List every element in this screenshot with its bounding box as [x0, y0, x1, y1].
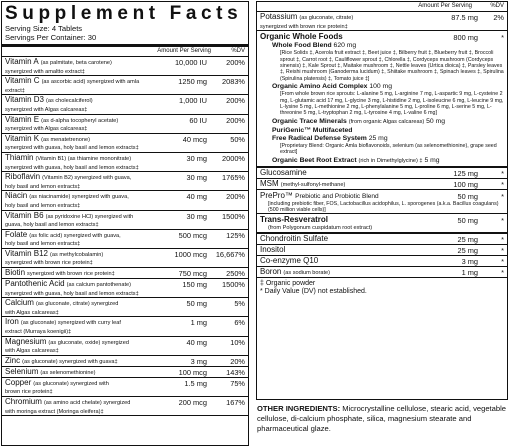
- nutrient-name: Potassium: [260, 12, 298, 21]
- nutrient-dv: 250%: [226, 269, 245, 279]
- nutrient-name: Vitamin C: [5, 76, 40, 86]
- nutrient-dv: 125%: [226, 230, 245, 240]
- beet-root-amount: 5 mg: [424, 156, 440, 164]
- nutrient-dv: *: [501, 235, 504, 245]
- nutrient-sub: synergized with guava, holy basil and lemon extracts‡: [5, 290, 139, 297]
- nutrient-name: Chondroitin Sulfate: [260, 234, 329, 244]
- nutrient-amount: 40 mg: [186, 192, 207, 202]
- beet-root-detail: (rich in Dimethylglycine) ‡: [358, 157, 423, 164]
- prepro-amount: 50 mg: [457, 191, 478, 201]
- other-ingredients: [257, 404, 507, 434]
- nutrient-detail: (as calcium pantothenate): [66, 282, 132, 289]
- nutrient-dv: 1500%: [221, 280, 245, 290]
- trans-resveratrol-amount: 50 mg: [457, 216, 478, 226]
- purgenic-text: [Proprietary Blend: Organic Amla bioflavonoids, selenium (as selenomethionine), grape seed extract]: [280, 142, 497, 156]
- nutrient-sub: with Algas calcareas‡: [5, 309, 59, 316]
- nutrient-detail: (as gluconate) synergized with curry leaf: [20, 320, 121, 327]
- trans-resveratrol-sub: (from Polygonum cuspidatum root extract): [268, 225, 373, 232]
- whole-food-blend-text: [Rice Solids ‡, Acerola fruit extract ‡, Beet juice ‡, Bilberry fruit ‡, Blueberry fruit ‡, Broccoli sprout ‡, Carrot root ‡, Cauliflower sprout ‡, Chlorella ‡, Cordyceps mushroom (Cordyceps sinensis) ‡, Kale Sprout ‡, Maitake mushroom ‡, Nettle leaves (Urtica dioica) ‡, Parsley leaves ‡, Reishi mushroom (Ganoderma lucidum) ‡, Shiitake mushroom ‡, Spinach leaves ‡, Spirulina (Spirulina platensis) ‡, Tomato juice ‡]: [280, 50, 504, 82]
- nutrient-detail: (as palmitate, beta carotene): [40, 60, 112, 66]
- nutrient-amount: 30 mg: [186, 153, 207, 163]
- nutrient-name: Pantothenic Acid: [5, 279, 65, 289]
- nutrient-name: Thiamin: [5, 152, 34, 162]
- prepro-dv: *: [501, 191, 504, 201]
- purgenic-name: PuriGenic™ Multifaceted: [272, 126, 353, 134]
- nutrient-detail: (as niacinamide) synergized with guava,: [29, 194, 129, 201]
- trace-minerals-detail: (from organic Algas calcareas): [348, 118, 425, 125]
- nutrient-sub: holy basil and lemon extracts‡: [5, 241, 81, 248]
- nutrient-row: [2, 134, 248, 153]
- nutrient-dv: 2083%: [221, 77, 245, 87]
- nutrient-row: [2, 317, 248, 336]
- nutrient-dv: 75%: [230, 378, 245, 388]
- nutrient-row: [2, 172, 248, 191]
- nutrient-sub: synergized with amaltto extract‡: [5, 68, 85, 75]
- nutrient-name: Selenium: [5, 366, 39, 376]
- nutrient-detail: (as methylcobalamin): [50, 251, 104, 258]
- nutrient-detail: (as gluconate, citrate) synergized: [35, 301, 119, 308]
- nutrient-name: Vitamin K: [5, 133, 40, 143]
- nutrient-dv: 143%: [226, 367, 245, 377]
- nutrient-amount: 1000 mcg: [174, 249, 207, 259]
- nutrient-dv: 1765%: [221, 173, 245, 183]
- nutrient-sub: synergized with guava, holy basil and lemon extracts‡: [5, 145, 139, 152]
- nutrient-name: Biotin: [5, 268, 26, 278]
- nutrient-amount: 30 mg: [186, 211, 207, 221]
- nutrient-dv: *: [501, 257, 504, 267]
- nutrient-row: [2, 191, 248, 210]
- trans-resveratrol-dv: *: [501, 216, 504, 226]
- nutrient-detail: (Vitamin B1) (as thiamine mononitrate): [35, 155, 132, 162]
- nutrient-row: [257, 179, 507, 190]
- nutrient-row: [257, 256, 507, 267]
- trace-minerals-amount: 50 mg: [426, 117, 446, 125]
- nutrient-amount: 25 mg: [457, 235, 478, 245]
- trans-resveratrol-name: Trans-Resveratrol: [260, 215, 329, 225]
- nutrient-row: [2, 298, 248, 317]
- nutrient-detail: (as gluconate, citrate): [299, 15, 354, 21]
- nutrient-amount: 30 mg: [186, 173, 207, 183]
- nutrient-row: [2, 57, 248, 76]
- nutrient-row: [257, 168, 507, 179]
- nutrient-dv: *: [501, 246, 504, 256]
- facts-title: Supplement Facts: [5, 3, 243, 24]
- amino-acid-complex-text: [From whole brown rice sprouts: L-alanine 5 mg, L-arginine 7 mg, L-aspartic 9 mg, L-cysteine 2 mg, L-glutamic acid 17 mg, L-glycine 3 mg, L-histidine 2 mg, L-isoleucine 6 mg, L-leucine 9 mg, L-lysine 5 mg, L-methionine 2 mg, L-phenylalanine 5 mg, L-proline 6 mg, L-serine 5 mg, L-threonine 5 mg, L-tryptophan 2 mg, L-tyrosine 4 mg, L-valine 6 mg]: [280, 91, 504, 117]
- nutrient-sub: guava, holy basil and lemon extracts‡: [5, 222, 99, 229]
- nutrient-detail: (as menatetrenone): [41, 136, 90, 143]
- nutrient-row: [2, 268, 248, 279]
- nutrient-row: [2, 249, 248, 268]
- nutrient-row: [2, 211, 248, 230]
- header-dv: %DV: [231, 48, 245, 54]
- nutrient-name: Vitamin D3: [5, 95, 44, 105]
- nutrient-detail: (Vitamin B2) synergized with guava,: [42, 175, 132, 182]
- nutrient-sub: synergized with brown rice protein‡: [5, 260, 93, 267]
- amino-acid-complex-name: Organic Amino Acid Complex: [272, 83, 368, 91]
- nutrient-name: Vitamin B12: [5, 248, 48, 258]
- nutrient-sub: with moringa extract (Moringa oleifera)‡: [5, 408, 104, 415]
- nutrient-amount: 3 mg: [461, 257, 478, 267]
- other-ingredients-text: Microcrystalline cellulose, stearic acid, vegetable cellulose, di-calcium phosphate, silica, magnesium stearate and pharmaceutical glaze.: [257, 404, 507, 433]
- nutrient-dv: 200%: [226, 96, 245, 106]
- nutrient-name: Zinc: [5, 355, 21, 365]
- nutrient-detail: (as amino acid chelate) synergized: [43, 400, 131, 406]
- nutrient-amount: 10,000 IU: [174, 58, 207, 67]
- footnote-dv: * Daily Value (DV) not established.: [260, 288, 367, 296]
- nutrient-dv: *: [501, 179, 504, 189]
- nutrient-detail: (as gluconate, oxide) synergized: [48, 339, 129, 346]
- supplement-facts-panel-right: [256, 1, 508, 400]
- nutrient-name: Calcium: [5, 298, 34, 308]
- nutrient-dv: 6%: [234, 318, 245, 328]
- nutrient-dv: 167%: [226, 398, 245, 407]
- nutrient-amount: 87.5 mg: [451, 13, 478, 22]
- nutrient-row: [2, 115, 248, 134]
- nutrient-amount: 500 mcg: [178, 230, 207, 240]
- nutrient-dv: 20%: [230, 356, 245, 366]
- prepro-detail: Prebiotic and Probiotic Blend: [295, 192, 379, 200]
- nutrient-name: Chromium: [5, 397, 42, 406]
- nutrient-dv: 2000%: [221, 153, 245, 163]
- nutrient-sub: extract (Murraya koenigii)‡: [5, 329, 72, 336]
- nutrient-detail: (as pyridoxine HCl) synergized with: [45, 213, 134, 220]
- nutrient-sub: synergized with Algas calcareas‡: [5, 126, 88, 133]
- nutrient-sub: brown rice protein‡: [5, 389, 53, 396]
- nutrient-amount: 25 mg: [457, 246, 478, 256]
- nutrient-row: [2, 378, 248, 397]
- nutrient-name: Inositol: [260, 245, 286, 255]
- nutrient-row: [257, 234, 507, 245]
- nutrient-dv: 200%: [226, 115, 245, 125]
- nutrient-sub: synergized with guava, holy basil and lemon extracts‡: [5, 164, 139, 171]
- nutrient-name: Boron: [260, 267, 282, 277]
- supplement-facts-panel-left: [1, 1, 249, 446]
- nutrient-name: Vitamin B6: [5, 210, 44, 220]
- amino-acid-complex-amount: 100 mg: [369, 83, 392, 91]
- purgenic-name2: Free Radical Defense System: [272, 134, 367, 142]
- blend-title: Organic Whole Foods: [260, 32, 343, 42]
- blend-amount: 800 mg: [453, 33, 478, 43]
- nutrient-list-right: [260, 168, 504, 190]
- prepro-text: [including prebiotic fiber, FOS, Lactobacillus acidophilus, L. sporogenes (a.k.a. Bacillus coagulans) (500 million viable cells)]: [268, 200, 499, 214]
- nutrient-row: [2, 76, 248, 95]
- nutrient-name: Copper: [5, 377, 32, 387]
- nutrient-name: Vitamin A: [5, 57, 39, 66]
- nutrient-amount: 750 mcg: [178, 269, 207, 279]
- header-amount: Amount Per Serving: [157, 48, 211, 54]
- nutrient-dv: *: [501, 268, 504, 278]
- column-header-right: [257, 2, 507, 12]
- nutrient-row: [2, 95, 248, 114]
- nutrient-name: Vitamin E: [5, 114, 40, 124]
- nutrient-amount: 1,000 IU: [179, 96, 207, 106]
- nutrient-amount: 60 IU: [189, 115, 207, 125]
- nutrient-detail: (as gluconate) synergized with guava‡: [22, 358, 118, 365]
- nutrient-row: [2, 153, 248, 172]
- nutrient-row-potassium: [257, 12, 507, 31]
- nutrient-sub: holy basil and lemon extracts‡: [5, 202, 81, 209]
- nutrient-dv: 50%: [230, 134, 245, 144]
- nutrient-name: Riboflavin: [5, 172, 41, 182]
- nutrient-name: Magnesium: [5, 336, 47, 346]
- other-ingredients-label: OTHER INGREDIENTS:: [257, 404, 341, 413]
- purgenic-amount: 25 mg: [368, 134, 388, 142]
- nutrient-row: [2, 397, 248, 416]
- nutrient-amount: 100 mcg: [178, 367, 207, 377]
- nutrient-sub: synergized with brown rice protein‡: [260, 23, 348, 30]
- nutrient-dv: 2%: [493, 13, 504, 22]
- prepro-block: [257, 190, 507, 215]
- nutrient-amount: 50 mg: [186, 299, 207, 309]
- organic-whole-foods-block: [257, 31, 507, 167]
- whole-food-blend-amount: 620 mg: [333, 42, 357, 50]
- nutrient-dv: 10%: [230, 337, 245, 347]
- nutrient-detail: (as cholecalciferol): [46, 98, 93, 105]
- column-header: [2, 47, 248, 57]
- trans-resveratrol-block: [257, 214, 507, 234]
- nutrient-amount: 150 mg: [182, 280, 207, 290]
- nutrient-sub: holy basil and lemon extracts‡: [5, 183, 81, 190]
- nutrient-row: [2, 356, 248, 367]
- nutrient-dv: *: [501, 168, 504, 178]
- nutrient-sub: synergized with Algas calcareas‡: [5, 106, 88, 113]
- nutrient-dv: 200%: [226, 192, 245, 202]
- nutrient-dv: 1500%: [221, 211, 245, 221]
- nutrient-amount: 3 mg: [190, 356, 207, 366]
- nutrient-row: [2, 367, 248, 378]
- nutrient-amount: 1 mg: [190, 318, 207, 328]
- servings-per-container: Servings Per Container: 30: [5, 33, 97, 42]
- nutrient-detail: (methyl-sulfonyl-methane): [280, 181, 346, 188]
- nutrient-detail: (as selenomethionine): [40, 369, 96, 376]
- nutrient-dv: 200%: [226, 58, 245, 67]
- nutrient-amount: 40 mcg: [182, 134, 207, 144]
- nutrient-row: [2, 279, 248, 298]
- footnote-organic: ‡ Organic powder: [260, 280, 316, 288]
- nutrient-list-left: [5, 57, 245, 416]
- trace-minerals-name: Organic Trace Minerals: [272, 117, 347, 125]
- nutrient-detail: synergized with brown rice protein‡: [27, 271, 115, 278]
- nutrient-amount: 40 mg: [186, 337, 207, 347]
- nutrient-amount: 1250 mg: [178, 77, 207, 87]
- nutrient-detail: (as ascorbic acid) synergized with amla extract‡: [5, 79, 140, 94]
- nutrient-dv: 5%: [234, 299, 245, 309]
- nutrient-row: [2, 337, 248, 356]
- beet-root-name: Organic Beet Root Extract: [272, 156, 357, 164]
- nutrient-name: Folate: [5, 229, 28, 239]
- nutrient-detail: (as gluconate) synergized with: [33, 380, 109, 387]
- nutrient-detail: (as d-alpha tocopheryl acetate): [41, 117, 119, 124]
- blend-dv: *: [501, 33, 504, 43]
- nutrient-amount: 100 mg: [453, 179, 478, 189]
- nutrient-name: Niacin: [5, 191, 28, 201]
- nutrient-detail: (as folic acid) synergized with guava,: [29, 232, 121, 239]
- nutrient-sub: with Algas calcareas‡: [5, 348, 59, 355]
- whole-food-blend-name: Whole Food Blend: [272, 42, 332, 50]
- nutrient-list-right-2: [260, 234, 504, 278]
- serving-size: Serving Size: 4 Tablets: [5, 24, 83, 33]
- header-dv-right: %DV: [490, 3, 504, 9]
- nutrient-row: [2, 230, 248, 249]
- nutrient-amount: 200 mcg: [178, 398, 207, 407]
- nutrient-name: Iron: [5, 317, 19, 327]
- nutrient-name: MSM: [260, 178, 279, 188]
- nutrient-row: [257, 245, 507, 256]
- nutrient-dv: 16,667%: [215, 249, 245, 259]
- nutrient-detail: (as sodium borate): [283, 270, 331, 277]
- nutrient-row: [257, 267, 507, 278]
- nutrient-name: Co-enzyme Q10: [260, 256, 319, 266]
- nutrient-amount: 1.5 mg: [184, 378, 207, 388]
- nutrient-amount: 125 mg: [453, 168, 478, 178]
- prepro-name: PrePro™: [260, 190, 293, 200]
- nutrient-amount: 1 mg: [461, 268, 478, 278]
- header-amount-right: Amount Per Serving: [418, 3, 472, 9]
- nutrient-name: Glucosamine: [260, 167, 307, 177]
